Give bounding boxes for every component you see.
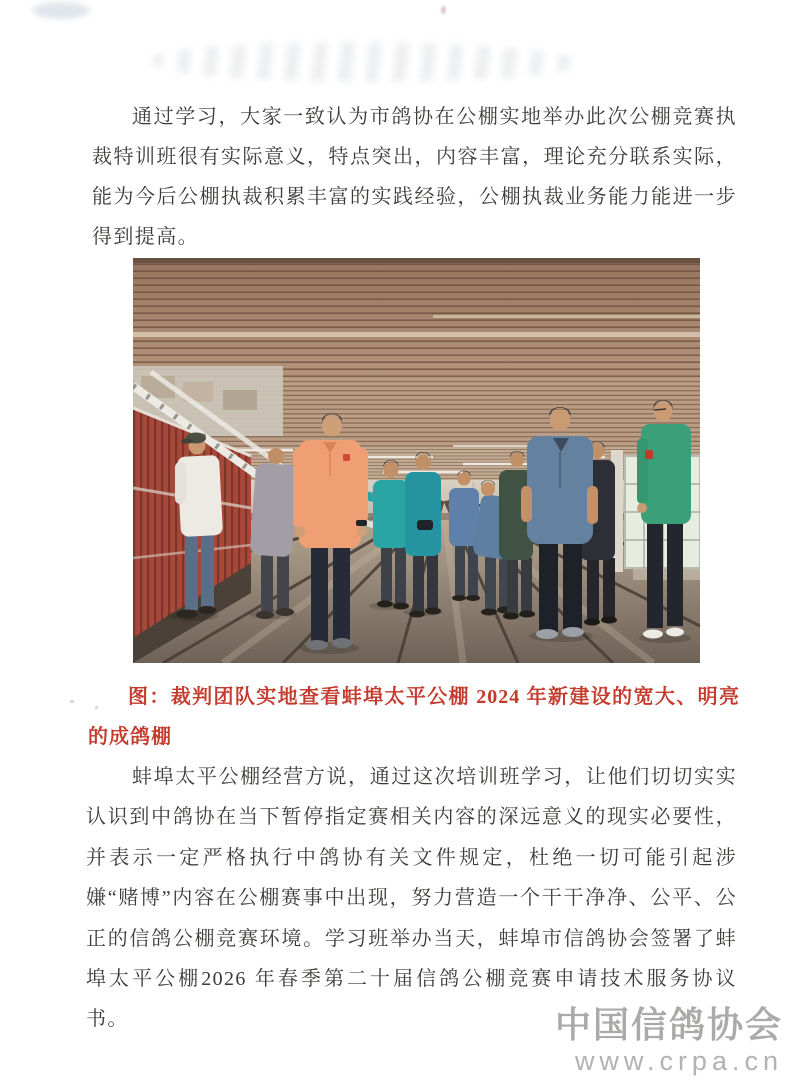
watermark-title: 中国信鸽协会 bbox=[554, 1004, 783, 1045]
paragraph-1: 通过学习，大家一致认为市鸽协在公棚实地举办此次公棚竞赛执裁特训班很有实际意义，特点突出，内容丰富，理论充分联系实际，能为今后公棚执裁积累丰富的实践经验，公棚执裁业务能力能进一步得到提高。 bbox=[92, 106, 737, 248]
paragraph-2: 蚌埠太平公棚经营方说，通过这次培训班学习，让他们切切实实认识到中鸽协在当下暂停指定赛相关内容的深远意义的现实必要性，并表示一定严格执行中鸽协有关文件规定，杜绝一切可能引起涉嫌“赌博”内容在公棚赛事中出现，努力营造一个干干净净、公平、公正的信鸽公棚竞赛环境。学习班举办当天，蚌埠市信鸽协会签署了蚌埠太平公棚2026 年春季第二十届信鸽公棚竞赛申请技术服务协议书。 bbox=[86, 766, 737, 1031]
watermark bbox=[555, 1004, 783, 1076]
scan-smudge-top-left bbox=[32, 2, 90, 19]
photo-caption: 图：裁判团队实地查看蚌埠太平公棚 2024 年新建设的宽大、明亮的成鸽棚 bbox=[88, 686, 740, 748]
bleed-through-text-smudge bbox=[152, 42, 582, 82]
photo-pigeon-loft-inspection bbox=[133, 258, 700, 663]
scan-dot-top-center bbox=[441, 6, 446, 14]
scan-speck bbox=[70, 700, 74, 703]
watermark-url: www.crpa.cn bbox=[574, 1046, 783, 1076]
